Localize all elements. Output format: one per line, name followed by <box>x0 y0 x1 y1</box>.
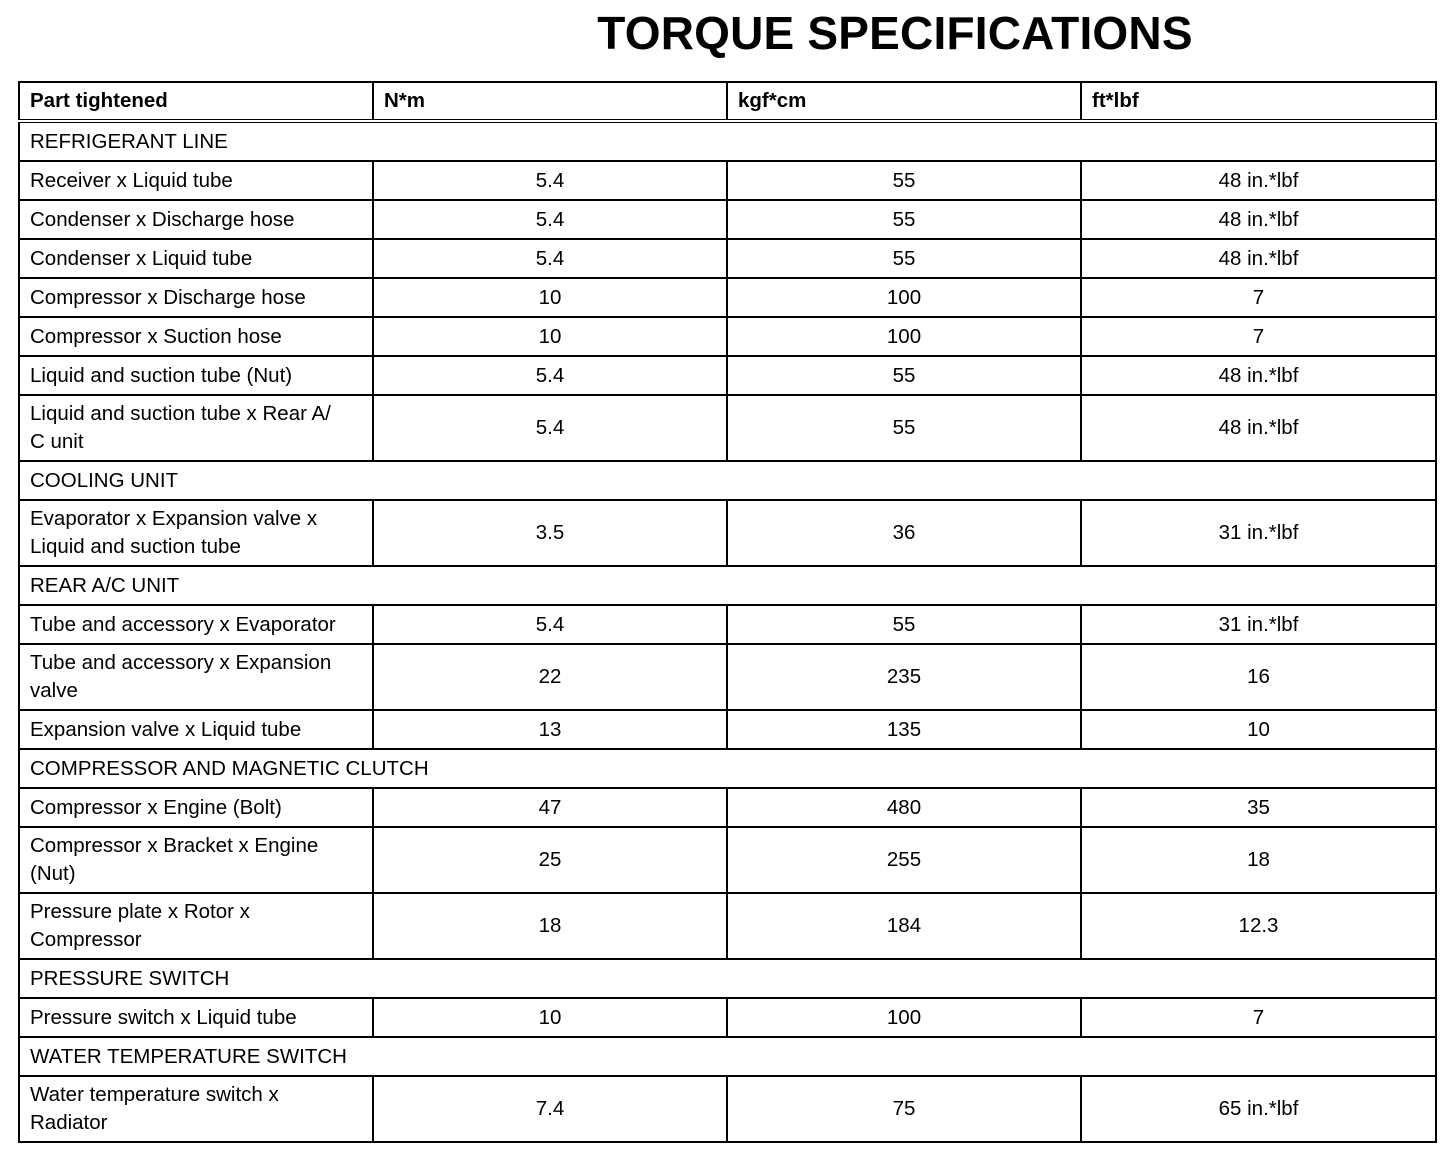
nm-cell: 10 <box>373 278 727 317</box>
nm-cell: 13 <box>373 710 727 749</box>
kgfcm-cell: 55 <box>727 395 1081 461</box>
section-row <box>19 121 1436 161</box>
nm-cell: 5.4 <box>373 356 727 395</box>
table-row <box>19 827 1436 893</box>
section-title: REAR A/C UNIT <box>19 566 1436 605</box>
kgfcm-cell: 480 <box>727 788 1081 827</box>
ftlbf-cell: 48 in.*lbf <box>1081 356 1436 395</box>
ftlbf-cell: 48 in.*lbf <box>1081 200 1436 239</box>
header-row <box>19 82 1436 121</box>
part-cell: Compressor x Suction hose <box>19 317 373 356</box>
ftlbf-cell: 16 <box>1081 644 1436 710</box>
ftlbf-cell: 10 <box>1081 710 1436 749</box>
table-body <box>19 121 1436 1142</box>
nm-cell: 18 <box>373 893 727 959</box>
nm-cell: 22 <box>373 644 727 710</box>
nm-cell: 5.4 <box>373 605 727 644</box>
table-row <box>19 788 1436 827</box>
kgfcm-cell: 255 <box>727 827 1081 893</box>
header-kgfcm: kgf*cm <box>727 82 1081 121</box>
ftlbf-cell: 35 <box>1081 788 1436 827</box>
table-row <box>19 278 1436 317</box>
kgfcm-cell: 235 <box>727 644 1081 710</box>
section-row <box>19 749 1436 788</box>
ftlbf-cell: 48 in.*lbf <box>1081 239 1436 278</box>
part-cell: Pressure plate x Rotor x Compressor <box>19 893 373 959</box>
kgfcm-cell: 100 <box>727 998 1081 1037</box>
table-row <box>19 500 1436 566</box>
nm-cell: 25 <box>373 827 727 893</box>
part-cell: Compressor x Discharge hose <box>19 278 373 317</box>
torque-spec-table <box>18 81 1437 1143</box>
part-cell: Pressure switch x Liquid tube <box>19 998 373 1037</box>
kgfcm-cell: 55 <box>727 200 1081 239</box>
part-cell: Condenser x Discharge hose <box>19 200 373 239</box>
section-row <box>19 566 1436 605</box>
ftlbf-cell: 31 in.*lbf <box>1081 605 1436 644</box>
section-title: COMPRESSOR AND MAGNETIC CLUTCH <box>19 749 1436 788</box>
ftlbf-cell: 7 <box>1081 998 1436 1037</box>
part-cell: Water temperature switch x Radiator <box>19 1076 373 1142</box>
ftlbf-cell: 31 in.*lbf <box>1081 500 1436 566</box>
section-title: PRESSURE SWITCH <box>19 959 1436 998</box>
table-row <box>19 317 1436 356</box>
table-row <box>19 1076 1436 1142</box>
ftlbf-cell: 18 <box>1081 827 1436 893</box>
header-nm: N*m <box>373 82 727 121</box>
table-row <box>19 200 1436 239</box>
ftlbf-cell: 7 <box>1081 278 1436 317</box>
table-row <box>19 161 1436 200</box>
ftlbf-cell: 7 <box>1081 317 1436 356</box>
ftlbf-cell: 48 in.*lbf <box>1081 161 1436 200</box>
part-cell: Evaporator x Expansion valve x Liquid and suction tube <box>19 500 373 566</box>
part-cell: Liquid and suction tube x Rear A/ C unit <box>19 395 373 461</box>
kgfcm-cell: 100 <box>727 317 1081 356</box>
ftlbf-cell: 48 in.*lbf <box>1081 395 1436 461</box>
nm-cell: 47 <box>373 788 727 827</box>
table-row <box>19 239 1436 278</box>
kgfcm-cell: 36 <box>727 500 1081 566</box>
header-part-tightened: Part tightened <box>19 82 373 121</box>
header-ftlbf: ft*lbf <box>1081 82 1436 121</box>
section-row <box>19 959 1436 998</box>
nm-cell: 5.4 <box>373 161 727 200</box>
part-cell: Receiver x Liquid tube <box>19 161 373 200</box>
nm-cell: 10 <box>373 317 727 356</box>
kgfcm-cell: 184 <box>727 893 1081 959</box>
nm-cell: 7.4 <box>373 1076 727 1142</box>
ftlbf-cell: 12.3 <box>1081 893 1436 959</box>
nm-cell: 5.4 <box>373 395 727 461</box>
table-row <box>19 395 1436 461</box>
table-header <box>19 82 1436 121</box>
kgfcm-cell: 100 <box>727 278 1081 317</box>
page-title: TORQUE SPECIFICATIONS <box>597 7 1193 59</box>
part-cell: Compressor x Engine (Bolt) <box>19 788 373 827</box>
section-title: WATER TEMPERATURE SWITCH <box>19 1037 1436 1076</box>
part-cell: Compressor x Bracket x Engine (Nut) <box>19 827 373 893</box>
part-cell: Tube and accessory x Expansion valve <box>19 644 373 710</box>
section-title: REFRIGERANT LINE <box>19 121 1436 161</box>
kgfcm-cell: 55 <box>727 239 1081 278</box>
kgfcm-cell: 135 <box>727 710 1081 749</box>
nm-cell: 3.5 <box>373 500 727 566</box>
section-title: COOLING UNIT <box>19 461 1436 500</box>
part-cell: Liquid and suction tube (Nut) <box>19 356 373 395</box>
table-row <box>19 605 1436 644</box>
table-row <box>19 998 1436 1037</box>
nm-cell: 5.4 <box>373 200 727 239</box>
nm-cell: 5.4 <box>373 239 727 278</box>
part-cell: Condenser x Liquid tube <box>19 239 373 278</box>
part-cell: Tube and accessory x Evaporator <box>19 605 373 644</box>
table-row <box>19 644 1436 710</box>
table-row <box>19 710 1436 749</box>
part-cell: Expansion valve x Liquid tube <box>19 710 373 749</box>
kgfcm-cell: 75 <box>727 1076 1081 1142</box>
ftlbf-cell: 65 in.*lbf <box>1081 1076 1436 1142</box>
table-row <box>19 356 1436 395</box>
kgfcm-cell: 55 <box>727 356 1081 395</box>
section-row <box>19 461 1436 500</box>
kgfcm-cell: 55 <box>727 161 1081 200</box>
nm-cell: 10 <box>373 998 727 1037</box>
table-row <box>19 893 1436 959</box>
section-row <box>19 1037 1436 1076</box>
kgfcm-cell: 55 <box>727 605 1081 644</box>
